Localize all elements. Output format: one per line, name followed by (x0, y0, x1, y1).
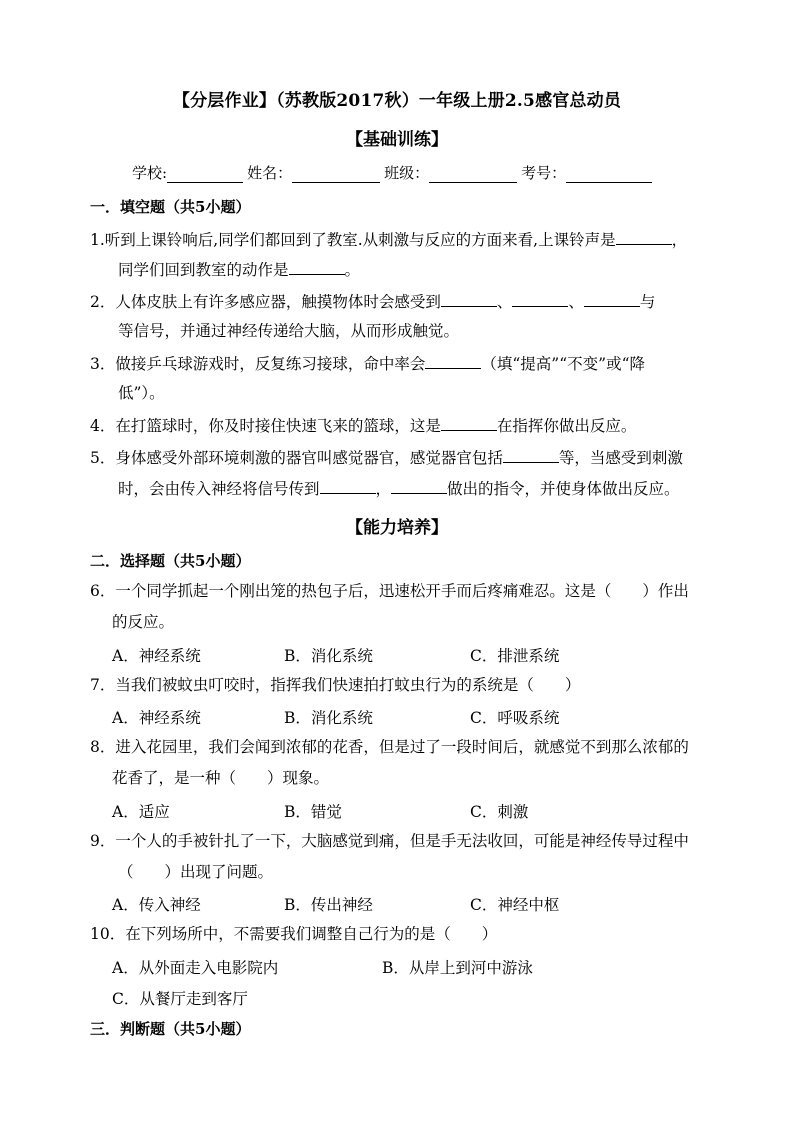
question-2-line-1: 2．人体皮肤上有许多感应器，触摸物体时会感受到 、 、 与 (90, 293, 656, 311)
question-9-line-1: 9．一个人的手被针扎了一下，大脑感觉到痛，但是手无法收回，可能是神经传导过程中 (90, 832, 689, 850)
q3-blank[interactable] (425, 353, 481, 369)
q9-option-b[interactable]: B．传出神经 (284, 896, 373, 914)
question-8-line-2: 花香了，是一种（ ）现象。 (112, 769, 330, 787)
q10-option-c[interactable]: C．从餐厅走到客厅 (112, 990, 248, 1008)
question-3-line-1: 3．做接乒乓球游戏时，反复练习接球，命中率会 （填“提高”“不变”或“降 (90, 355, 645, 373)
question-6-line-2: 的反应。 (112, 613, 175, 631)
q8-option-c[interactable]: C．刺激 (470, 803, 529, 821)
page-title: 【分层作业】（苏教版2017秋）一年级上册2.5感官总动员 (172, 91, 622, 111)
question-5-line-1: 5．身体感受外部环境刺激的器官叫感觉器官，感觉器官包括 等，当感受到刺激 (90, 449, 683, 467)
question-3-line-2: 低”）。 (118, 384, 165, 402)
q6-option-b[interactable]: B．消化系统 (284, 647, 373, 665)
q1-blank-1[interactable] (616, 229, 672, 245)
student-info-row (132, 162, 656, 183)
question-1-line-2: 同学们回到教室的动作是 。 (118, 261, 361, 279)
question-10-line-1: 10．在下列场所中，不需要我们调整自己行为的是（ ） (90, 925, 498, 943)
q9-option-c[interactable]: C．神经中枢 (470, 896, 560, 914)
question-4: 4．在打篮球时，你及时接住快速飞来的篮球，这是 在指挥你做出反应。 (90, 417, 637, 435)
q7-option-c[interactable]: C．呼吸系统 (470, 709, 560, 727)
question-9-line-2: （ ）出现了问题。 (118, 863, 274, 881)
q10-option-b[interactable]: B．从岸上到河中游泳 (382, 959, 533, 977)
part-fill-in-heading: 一．填空题（共5小题） (90, 198, 251, 216)
section-basic-training: 【基础训练】 (346, 130, 448, 150)
q7-option-a[interactable]: A．神经系统 (112, 709, 201, 727)
q6-option-a[interactable]: A．神经系统 (112, 647, 201, 665)
question-5-line-2: 时，会由传入神经将信号传到 ， 做出的指令，并使身体做出反应。 (118, 480, 680, 498)
name-label: 姓名： (247, 164, 293, 182)
class-label: 班级： (384, 164, 430, 182)
exam-number-label: 考号： (521, 164, 567, 182)
q5-blank-1[interactable] (503, 447, 559, 463)
question-8-line-1: 8．进入花园里，我们会闻到浓郁的花香，但是过了一段时间后，就感觉不到那么浓郁的 (90, 738, 689, 756)
q10-option-a[interactable]: A．从外面走入电影院内 (112, 959, 279, 977)
q2-blank-1[interactable] (441, 291, 497, 307)
q8-option-a[interactable]: A．适应 (112, 803, 170, 821)
name-blank[interactable] (292, 166, 380, 183)
q2-blank-3[interactable] (584, 291, 640, 307)
section-ability-training: 【能力培养】 (346, 518, 448, 538)
q5-blank-3[interactable] (391, 478, 447, 494)
part-judge-heading: 三．判断题（共5小题） (90, 1020, 251, 1038)
question-7-line-1: 7．当我们被蚊虫叮咬时，指挥我们快速拍打蚊虫行为的系统是（ ） (90, 676, 581, 694)
q1-blank-2[interactable] (289, 259, 345, 275)
school-label: 学校: (132, 164, 168, 182)
q6-option-c[interactable]: C．排泄系统 (470, 647, 560, 665)
q5-blank-2[interactable] (320, 478, 376, 494)
q8-option-b[interactable]: B．错觉 (284, 803, 342, 821)
question-2-line-2: 等信号，并通过神经传递给大脑，从而形成触觉。 (118, 322, 460, 340)
q2-blank-2[interactable] (512, 291, 568, 307)
exam-number-blank[interactable] (566, 166, 652, 183)
question-6-line-1: 6．一个同学抓起一个刚出笼的热包子后，迅速松开手而后疼痛难忍。这是（ ）作出 (90, 582, 689, 600)
class-blank[interactable] (429, 166, 517, 183)
q9-option-a[interactable]: A．传入神经 (112, 896, 201, 914)
part-choice-heading: 二．选择题（共5小题） (90, 552, 251, 570)
question-1-line-1: 1.听到上课铃响后,同学们都回到了教室.从刺激与反应的方面来看,上课铃声是 ， (90, 231, 688, 249)
q7-option-b[interactable]: B．消化系统 (284, 709, 373, 727)
school-blank[interactable] (167, 166, 243, 183)
q4-blank[interactable] (441, 415, 497, 431)
